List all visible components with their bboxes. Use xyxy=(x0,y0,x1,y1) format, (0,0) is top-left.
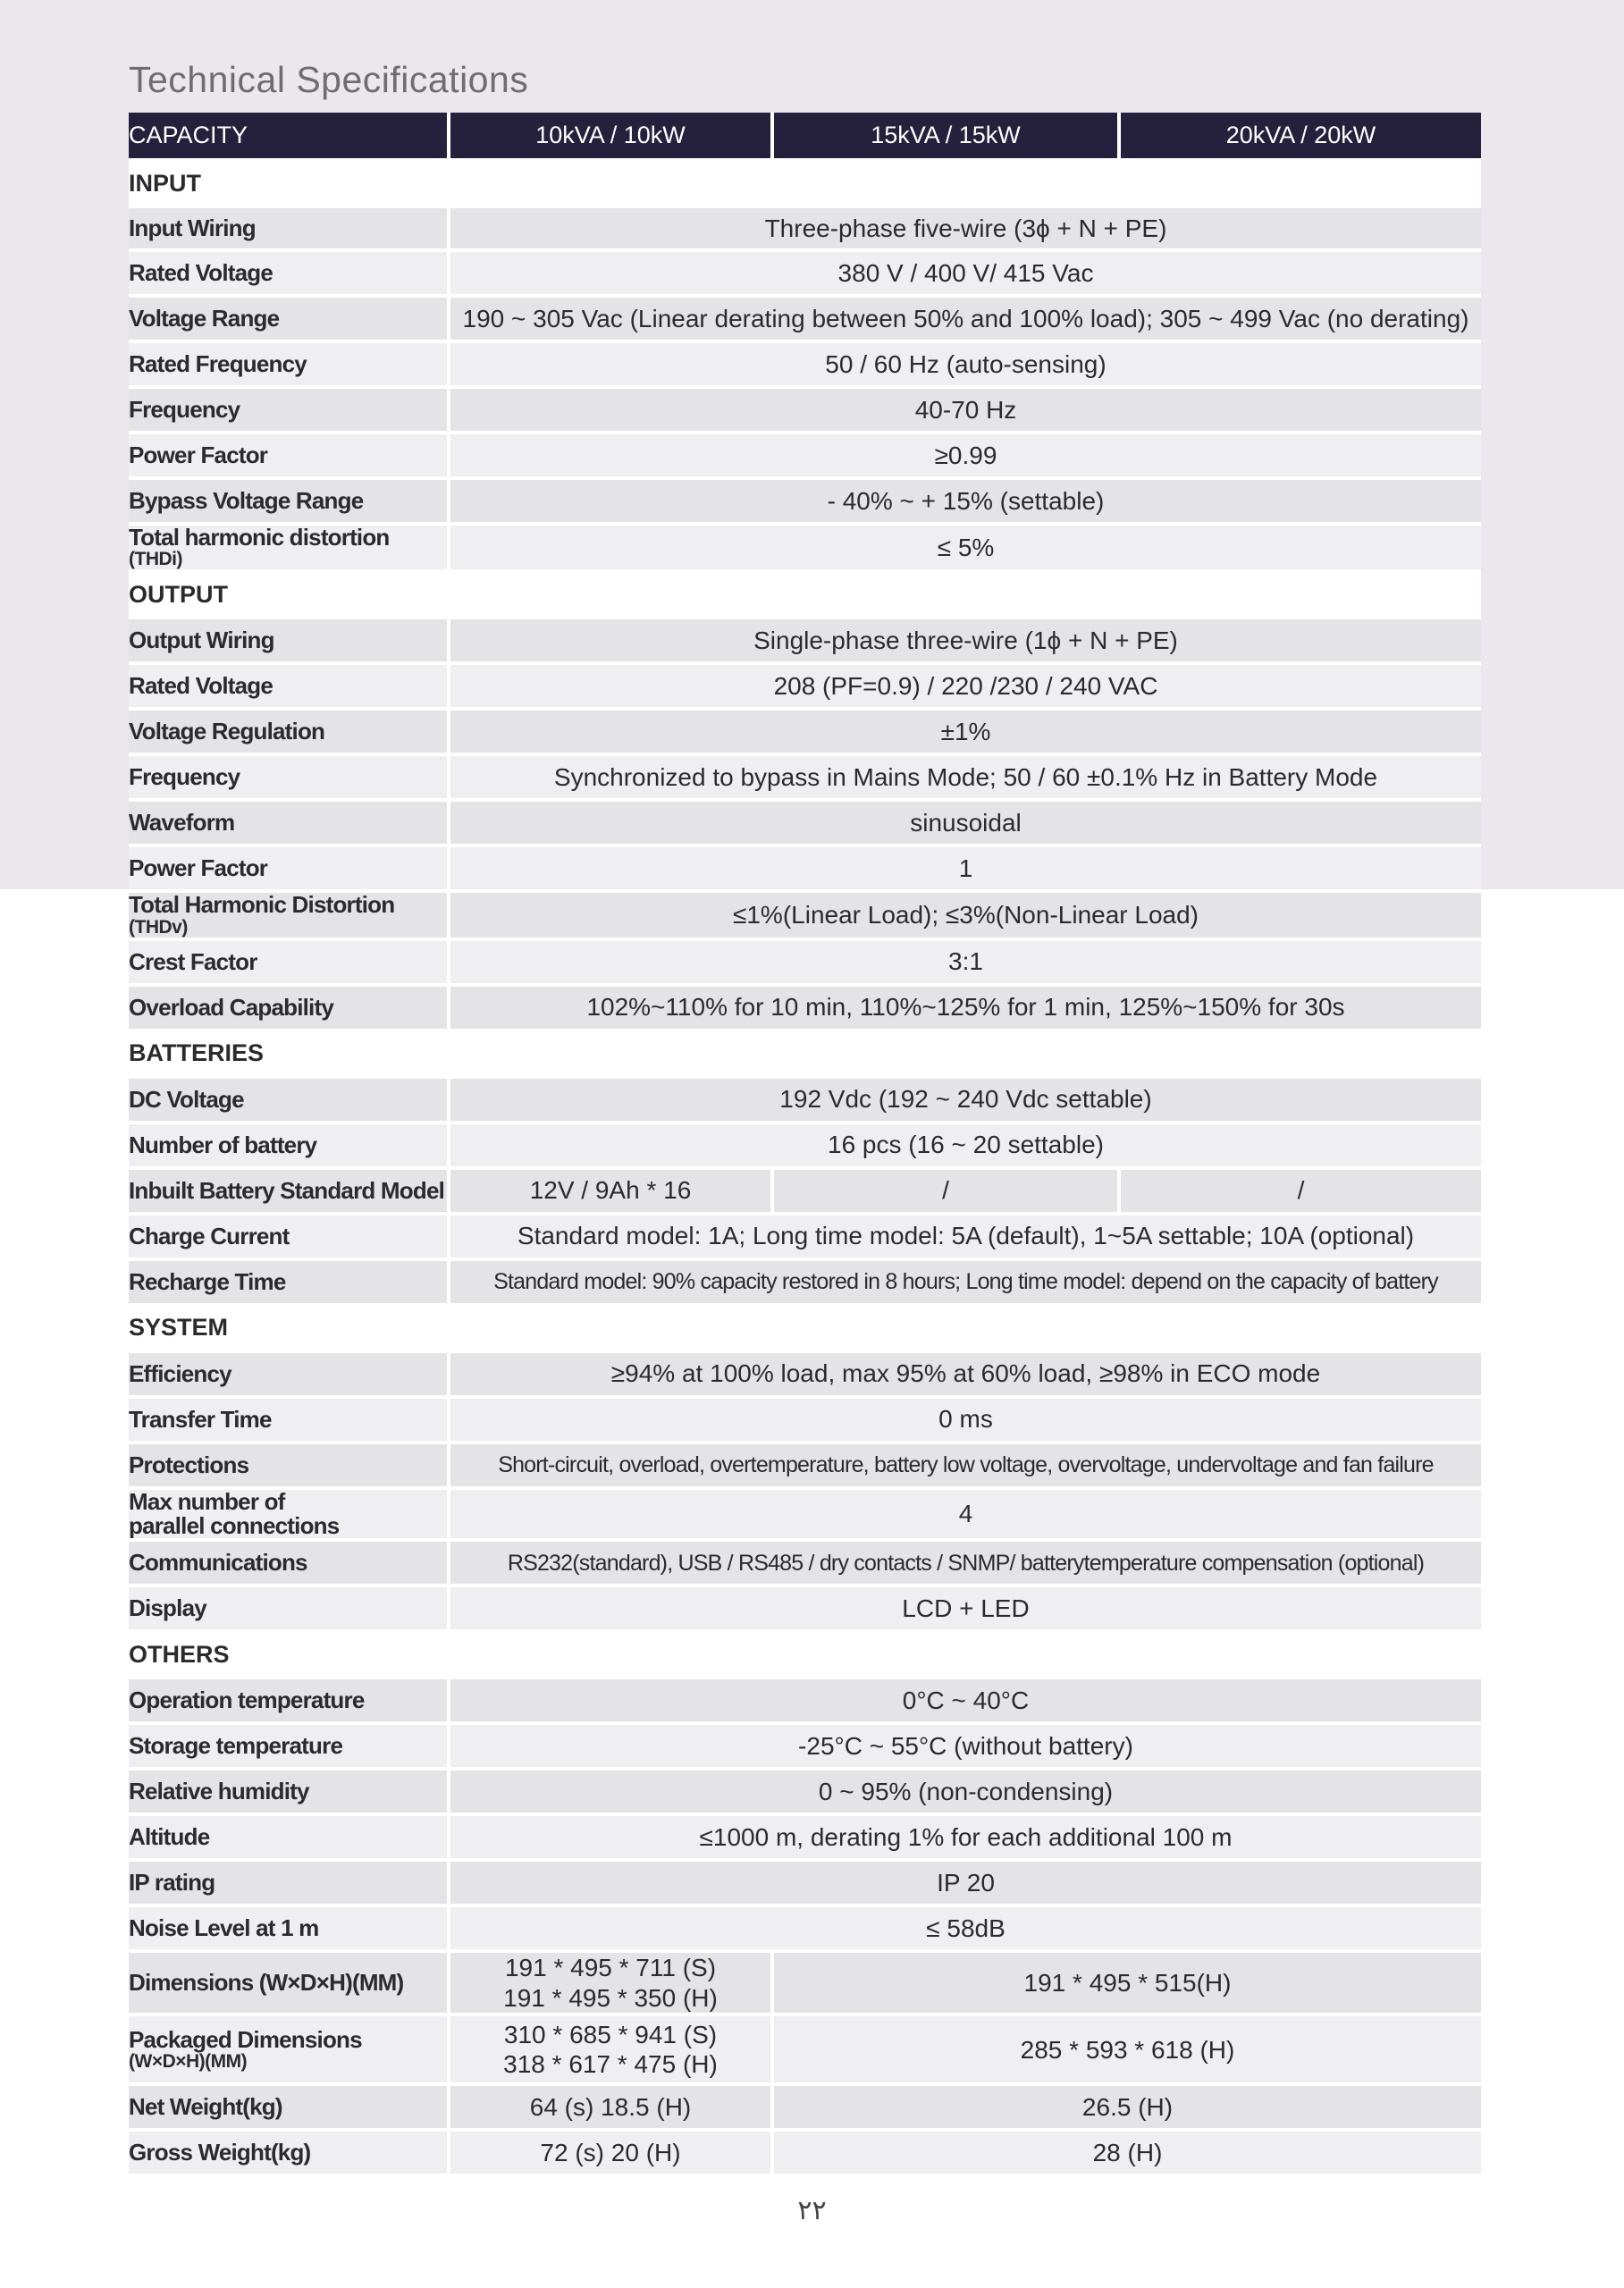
row-label xyxy=(129,343,450,389)
row-label-text: Operation temperature xyxy=(129,1687,365,1714)
section-title: OTHERS xyxy=(129,1633,1481,1679)
row-value: 4 xyxy=(450,1490,1481,1543)
row-label-text: Packaged Dimensions xyxy=(129,2025,362,2053)
row-label-text: Rated Frequency xyxy=(129,349,307,377)
row-label xyxy=(129,1542,450,1587)
row-value-15-20kva: 28 (H) xyxy=(774,2132,1481,2177)
row-label-sub: (THDv) xyxy=(129,916,188,938)
row-label xyxy=(129,252,450,298)
row-label-text: Relative humidity xyxy=(129,1778,309,1805)
row-label xyxy=(129,1862,450,1907)
row-label-text: Altitude xyxy=(129,1823,210,1851)
row-label xyxy=(129,1587,450,1633)
row-value: ≤1000 m, derating 1% for each additional 100 m xyxy=(450,1816,1481,1862)
row-value: Short-circuit, overload, overtemperature, battery low voltage, overvoltage, undervoltage and fan failure xyxy=(450,1444,1481,1490)
table-row xyxy=(129,480,1481,526)
row-label xyxy=(129,1725,450,1771)
row-label xyxy=(129,389,450,434)
row-label xyxy=(129,2132,450,2177)
row-value-3: / xyxy=(1121,1170,1481,1216)
row-value-10kva: 191 * 495 * 711 (S) 191 * 495 * 350 (H) xyxy=(450,1953,774,2016)
table-row xyxy=(129,434,1481,480)
table-row xyxy=(129,1444,1481,1490)
table-row xyxy=(129,1170,1481,1216)
section-system xyxy=(129,1307,1481,1353)
row-label-sub: (W×D×H)(MM) xyxy=(129,2051,248,2073)
row-label-text: Output Wiring xyxy=(129,627,274,654)
table-row xyxy=(129,1679,1481,1725)
row-value: 190 ~ 305 Vac (Linear derating between 50% and 100% load); 305 ~ 499 Vac (no derating) xyxy=(450,298,1481,343)
row-value: Standard model: 1A; Long time model: 5A (default), 1~5A settable; 10A (optional) xyxy=(450,1216,1481,1261)
table-row xyxy=(129,1216,1481,1261)
table-row xyxy=(129,665,1481,711)
row-label xyxy=(129,711,450,756)
page-title: Technical Specifications xyxy=(129,59,529,100)
row-label-text: Total harmonic distortion xyxy=(129,526,390,551)
row-label xyxy=(129,298,450,343)
model-header-15kva: 15kVA / 15kW xyxy=(774,113,1121,162)
row-label xyxy=(129,1771,450,1816)
row-label-text: Noise Level at 1 m xyxy=(129,1914,319,1942)
model-header-20kva: 20kVA / 20kW xyxy=(1121,113,1481,162)
row-value-10kva: 310 * 685 * 941 (S) 318 * 617 * 475 (H) xyxy=(450,2016,774,2086)
table-row xyxy=(129,756,1481,802)
row-label-sub: (THDi) xyxy=(129,549,182,570)
table-row xyxy=(129,619,1481,665)
row-value-15-20kva: 26.5 (H) xyxy=(774,2086,1481,2132)
row-label xyxy=(129,847,450,893)
row-value: sinusoidal xyxy=(450,802,1481,847)
row-label xyxy=(129,941,450,987)
row-label xyxy=(129,1079,450,1124)
row-label xyxy=(129,208,450,252)
row-value-15-20kva: 285 * 593 * 618 (H) xyxy=(774,2016,1481,2086)
table-row xyxy=(129,1124,1481,1170)
row-label xyxy=(129,1399,450,1444)
row-value: Three-phase five-wire (3ϕ + N + PE) xyxy=(450,208,1481,252)
row-value-2: / xyxy=(774,1170,1121,1216)
row-label-text: Rated Voltage xyxy=(129,672,273,700)
row-value: -25°C ~ 55°C (without battery) xyxy=(450,1725,1481,1771)
row-label xyxy=(129,893,450,940)
row-value: 380 V / 400 V/ 415 Vac xyxy=(450,252,1481,298)
table-row xyxy=(129,1816,1481,1862)
table-row xyxy=(129,1261,1481,1307)
table-row xyxy=(129,1862,1481,1907)
row-label-text: Max number of xyxy=(129,1489,285,1515)
row-label xyxy=(129,2016,450,2086)
row-label-text-2: parallel connections xyxy=(129,1511,340,1539)
table-row xyxy=(129,252,1481,298)
row-value-10kva: 72 (s) 20 (H) xyxy=(450,2132,774,2177)
row-label-text: Total Harmonic Distortion xyxy=(129,893,395,919)
row-value: ≥0.99 xyxy=(450,434,1481,480)
section-output xyxy=(129,573,1481,619)
model-header-10kva: 10kVA / 10kW xyxy=(450,113,774,162)
row-value: 208 (PF=0.9) / 220 /230 / 240 VAC xyxy=(450,665,1481,711)
section-title: OUTPUT xyxy=(129,573,1481,619)
row-value: 0°C ~ 40°C xyxy=(450,1679,1481,1725)
row-value: ≤ 5% xyxy=(450,526,1481,573)
row-label xyxy=(129,802,450,847)
row-label-text: Recharge Time xyxy=(129,1267,286,1295)
table-row xyxy=(129,526,1481,573)
section-title: INPUT xyxy=(129,162,1481,208)
table-row xyxy=(129,2132,1481,2177)
row-label xyxy=(129,1216,450,1261)
row-label xyxy=(129,1353,450,1399)
row-value: Standard model: 90% capacity restored in 8 hours; Long time model: depend on the capacity of battery xyxy=(450,1261,1481,1307)
row-value-1: 12V / 9Ah * 16 xyxy=(450,1170,774,1216)
row-label xyxy=(129,2086,450,2132)
row-value: 102%~110% for 10 min, 110%~125% for 1 min, 125%~150% for 30s xyxy=(450,987,1481,1032)
row-label xyxy=(129,1816,450,1862)
row-label xyxy=(129,665,450,711)
table-row xyxy=(129,1490,1481,1543)
row-value-15-20kva: 191 * 495 * 515(H) xyxy=(774,1953,1481,2016)
table-row xyxy=(129,941,1481,987)
table-row xyxy=(129,987,1481,1032)
table-row xyxy=(129,343,1481,389)
table-row xyxy=(129,298,1481,343)
row-label-text: Frequency xyxy=(129,395,240,423)
row-label-text: Waveform xyxy=(129,809,235,837)
row-label-text: Voltage Regulation xyxy=(129,718,325,745)
row-label-text: Storage temperature xyxy=(129,1732,343,1760)
row-value: 16 pcs (16 ~ 20 settable) xyxy=(450,1124,1481,1170)
row-label-text: Power Factor xyxy=(129,441,268,468)
row-label-text: Charge Current xyxy=(129,1222,290,1249)
table-row xyxy=(129,1771,1481,1816)
table-row xyxy=(129,1353,1481,1399)
row-label-text: Power Factor xyxy=(129,854,268,882)
row-value: 0 ~ 95% (non-condensing) xyxy=(450,1771,1481,1816)
section-input xyxy=(129,162,1481,208)
table-row xyxy=(129,2086,1481,2132)
row-label-text: Protections xyxy=(129,1451,249,1478)
row-label-text: Crest Factor xyxy=(129,947,257,975)
table-row xyxy=(129,1725,1481,1771)
row-value: 40-70 Hz xyxy=(450,389,1481,434)
row-label-text: Transfer Time xyxy=(129,1405,272,1433)
row-label-text: Overload Capability xyxy=(129,993,333,1021)
row-label xyxy=(129,1444,450,1490)
row-label xyxy=(129,1170,450,1216)
row-label xyxy=(129,1490,450,1543)
row-label xyxy=(129,1907,450,1953)
row-label-text: Display xyxy=(129,1594,206,1622)
row-label xyxy=(129,987,450,1032)
table-row xyxy=(129,893,1481,940)
spec-table xyxy=(129,113,1481,2177)
row-label-text: Number of battery xyxy=(129,1131,317,1158)
row-value-10kva: 64 (s) 18.5 (H) xyxy=(450,2086,774,2132)
row-label-text: IP rating xyxy=(129,1869,215,1897)
row-label xyxy=(129,619,450,665)
table-row xyxy=(129,1587,1481,1633)
row-label-text: Voltage Range xyxy=(129,304,280,332)
row-label xyxy=(129,1261,450,1307)
row-value: Synchronized to bypass in Mains Mode; 50 / 60 ±0.1% Hz in Battery Mode xyxy=(450,756,1481,802)
table-row xyxy=(129,1399,1481,1444)
section-title: SYSTEM xyxy=(129,1307,1481,1353)
section-title: BATTERIES xyxy=(129,1032,1481,1079)
row-label-text: Bypass Voltage Range xyxy=(129,486,364,514)
table-row xyxy=(129,847,1481,893)
row-label-text: Efficiency xyxy=(129,1359,231,1387)
row-value: ≤ 58dB xyxy=(450,1907,1481,1953)
row-label xyxy=(129,756,450,802)
spec-body xyxy=(129,162,1481,2177)
row-label xyxy=(129,1679,450,1725)
row-value: 192 Vdc (192 ~ 240 Vdc settable) xyxy=(450,1079,1481,1124)
row-value: 50 / 60 Hz (auto-sensing) xyxy=(450,343,1481,389)
row-label xyxy=(129,480,450,526)
table-row xyxy=(129,1079,1481,1124)
row-label-text: DC Voltage xyxy=(129,1085,244,1113)
row-value: ≤1%(Linear Load); ≤3%(Non-Linear Load) xyxy=(450,893,1481,940)
row-label-text: Input Wiring xyxy=(129,214,256,241)
row-label-text: Frequency xyxy=(129,763,240,791)
table-row xyxy=(129,2016,1481,2086)
table-row xyxy=(129,1542,1481,1587)
row-label xyxy=(129,526,450,573)
table-row xyxy=(129,1953,1481,2016)
row-value: - 40% ~ + 15% (settable) xyxy=(450,480,1481,526)
row-value: 1 xyxy=(450,847,1481,893)
row-value: RS232(standard), USB / RS485 / dry contacts / SNMP/ batterytemperature compensation (optional) xyxy=(450,1542,1481,1587)
table-row xyxy=(129,802,1481,847)
section-batteries xyxy=(129,1032,1481,1079)
row-label-text: Gross Weight(kg) xyxy=(129,2139,311,2166)
table-row xyxy=(129,389,1481,434)
capacity-header: CAPACITY xyxy=(129,113,450,162)
row-label-text: Inbuilt Battery Standard Model xyxy=(129,1176,445,1204)
row-label-text: Communications xyxy=(129,1549,307,1577)
table-row xyxy=(129,208,1481,252)
row-value: LCD + LED xyxy=(450,1587,1481,1633)
row-label xyxy=(129,1953,450,2016)
row-value: Single-phase three-wire (1ϕ + N + PE) xyxy=(450,619,1481,665)
row-label xyxy=(129,434,450,480)
header-row xyxy=(129,113,1481,162)
row-label-text: Rated Voltage xyxy=(129,258,273,286)
row-value: ≥94% at 100% load, max 95% at 60% load, ≥98% in ECO mode xyxy=(450,1353,1481,1399)
table-row xyxy=(129,1907,1481,1953)
row-value: 0 ms xyxy=(450,1399,1481,1444)
page-number: ٢٢ xyxy=(797,2196,827,2225)
row-value: IP 20 xyxy=(450,1862,1481,1907)
row-value: ±1% xyxy=(450,711,1481,756)
row-value: 3:1 xyxy=(450,941,1481,987)
row-label xyxy=(129,1124,450,1170)
row-label-text: Net Weight(kg) xyxy=(129,2093,282,2121)
row-label-text: Dimensions (W×D×H)(MM) xyxy=(129,1969,404,1997)
table-row xyxy=(129,711,1481,756)
section-others xyxy=(129,1633,1481,1679)
